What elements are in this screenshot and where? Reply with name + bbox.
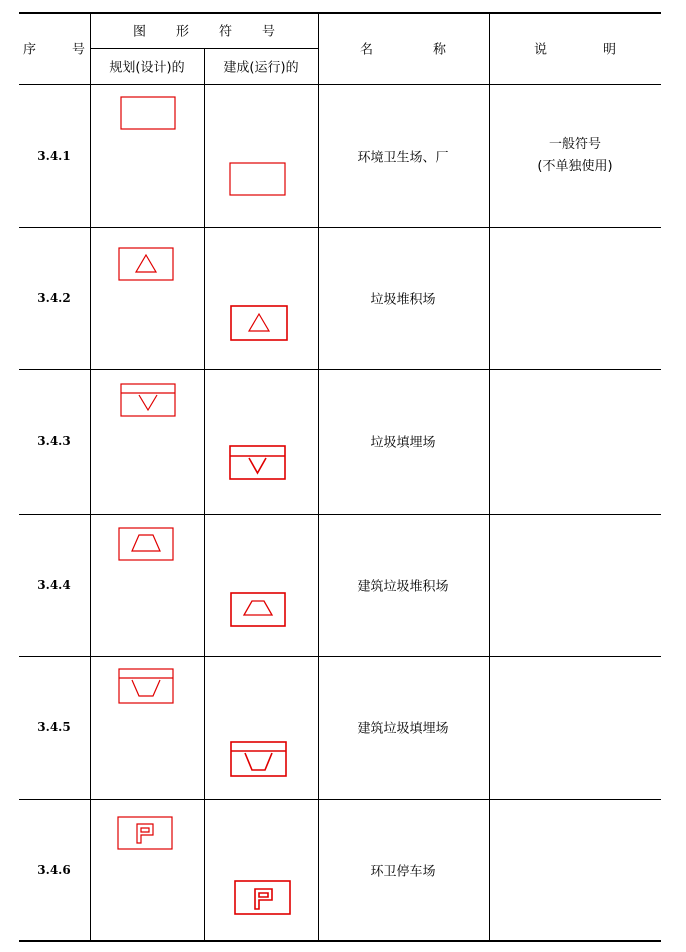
col-divider: [90, 13, 91, 941]
trapezoid-in-rectangle-icon: [118, 527, 174, 561]
triangle-in-rectangle-icon: [118, 247, 174, 281]
row-name: 垃圾堆积场: [370, 292, 436, 308]
header-name: [360, 39, 446, 58]
header-planned: 规划(设计)的: [109, 60, 185, 76]
header-bottom-line: [19, 84, 661, 85]
header-built: 建成(运行)的: [223, 60, 299, 76]
row-divider: [19, 369, 661, 370]
row-name: 建筑垃圾堆积场: [357, 579, 449, 595]
header-symbol-char: 形: [175, 24, 189, 40]
header-subdivider: [90, 48, 318, 49]
row-divider: [19, 227, 661, 228]
row-divider: [19, 799, 661, 800]
row-serial: 3.4.6: [37, 863, 71, 877]
col-divider: [489, 13, 490, 941]
header-symbol-char: 图: [132, 24, 146, 40]
inverted-triangle-rectangle-icon: [120, 383, 176, 417]
table-top-rule: [19, 12, 661, 14]
header-symbol: [133, 21, 275, 40]
plain-rectangle-icon: [229, 162, 286, 196]
table-bottom-rule: [19, 940, 661, 942]
parking-p-icon: [234, 880, 291, 916]
row-name: 垃圾填埋场: [370, 435, 436, 451]
row-serial: 3.4.3: [37, 434, 71, 448]
header-name-char: 称: [433, 42, 447, 58]
header-notes-char: 说: [533, 42, 547, 58]
row-name: 环卫停车场: [370, 864, 436, 880]
header-name-char: 名: [359, 42, 373, 58]
trapezoid-in-rectangle-icon: [230, 592, 286, 627]
header-symbol-char: 符: [219, 24, 233, 40]
row-notes: [537, 134, 612, 178]
col-divider: [204, 48, 205, 941]
row-serial: 3.4.2: [37, 291, 71, 305]
header-serial-char: 序: [22, 42, 36, 58]
row-name: 建筑垃圾填埋场: [357, 721, 449, 737]
inverted-triangle-rectangle-icon: [229, 445, 286, 480]
row-serial: 3.4.4: [37, 578, 71, 592]
header-serial-char: 号: [72, 42, 86, 58]
col-divider: [318, 13, 319, 941]
header-notes-char: 明: [603, 42, 617, 58]
row-serial: 3.4.5: [37, 720, 71, 734]
header-notes: [534, 39, 616, 58]
row-divider: [19, 514, 661, 515]
header-serial: [23, 39, 85, 58]
triangle-in-rectangle-icon: [230, 305, 288, 341]
inverted-trapezoid-rectangle-icon: [230, 741, 287, 777]
inverted-trapezoid-rectangle-icon: [118, 668, 174, 704]
notes-line: (不单独使用): [537, 159, 613, 174]
row-serial: 3.4.1: [37, 149, 71, 163]
notes-line: 一般符号: [548, 137, 601, 152]
row-divider: [19, 656, 661, 657]
parking-p-icon: [117, 816, 173, 850]
row-name: 环境卫生场、厂: [357, 150, 449, 166]
plain-rectangle-icon: [120, 96, 176, 130]
header-symbol-char: 号: [262, 24, 276, 40]
